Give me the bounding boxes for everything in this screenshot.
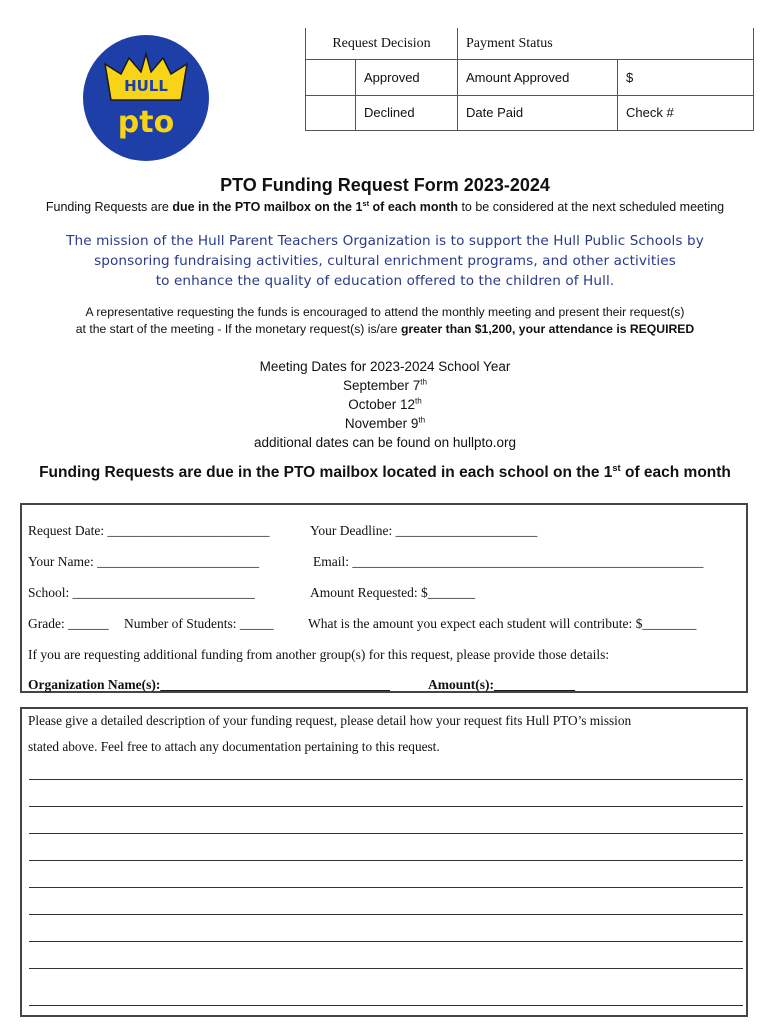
hull-pto-logo [83, 28, 209, 168]
amount-requested-field[interactable]: Amount Requested: $_______ [310, 585, 475, 600]
logo-text-hull: HULL [124, 77, 168, 95]
meeting-date: October 12 [348, 397, 416, 412]
logo-graphic [83, 28, 209, 168]
description-line[interactable] [29, 968, 743, 969]
description-box[interactable] [20, 707, 748, 1017]
additional-funding-note: If you are requesting additional funding from another group(s) for this request, please provide those details: [28, 647, 610, 662]
mission-line: sponsoring fundraising activities, cultural enrichment programs, and other activities [94, 253, 676, 269]
due-banner-sup: st [612, 462, 621, 473]
due-banner-text: Funding Requests are due in the PTO mailbox located in each school on the 1 [39, 464, 613, 481]
declined-label: Declined [356, 95, 458, 131]
mission-line: The mission of the Hull Parent Teachers Organization is to support the Hull Public Schools by [66, 233, 704, 249]
due-line-bold: due in the PTO mailbox on the 1 [172, 200, 363, 214]
due-banner [0, 464, 770, 482]
meeting-date: September 7 [342, 378, 421, 393]
grade-field[interactable]: Grade: ______ [28, 616, 109, 631]
meeting-footer: additional dates can be found on hullpto.org [254, 435, 516, 450]
representative-required: greater than $1,200, your attendance is REQUIRED [400, 322, 695, 336]
due-line-sup: st [362, 198, 370, 208]
description-line[interactable] [29, 941, 743, 942]
declined-checkbox[interactable] [306, 95, 356, 131]
meeting-date-sup: th [415, 396, 422, 406]
amount-approved-label: Amount Approved [458, 60, 618, 96]
date-paid-label: Date Paid [458, 95, 618, 131]
deadline-field[interactable]: Your Deadline: _____________________ [310, 523, 538, 538]
meeting-date-sup: th [418, 415, 426, 425]
description-line[interactable] [29, 779, 743, 780]
request-status-table [305, 28, 754, 131]
representative-line1: A representative requesting the funds is encouraged to attend the monthly meeting and present their request(s) [85, 305, 685, 319]
request-date-field[interactable]: Request Date: ________________________ [28, 523, 270, 538]
description-line[interactable] [29, 1005, 743, 1006]
description-line[interactable] [29, 914, 743, 915]
due-banner-after: of each month [620, 464, 731, 481]
meeting-date-sup: th [420, 377, 428, 387]
due-line-bold2: of each month [369, 200, 458, 214]
approved-checkbox[interactable] [306, 60, 356, 96]
due-line [0, 200, 770, 214]
representative-line2: at the start of the meeting - If the monetary request(s) is/are [75, 322, 401, 336]
check-number-label[interactable]: Check # [618, 95, 754, 131]
mission-line: to enhance the quality of education offered to the children of Hull. [155, 273, 615, 289]
students-field[interactable]: Number of Students: _____ [124, 616, 274, 631]
name-field[interactable]: Your Name: ________________________ [28, 554, 260, 569]
representative-note [0, 304, 770, 338]
organization-names-field[interactable]: Organization Name(s):__________________________________ [28, 677, 390, 692]
meeting-date: November 9 [344, 416, 419, 431]
page-title: PTO Funding Request Form 2023-2024 [220, 175, 550, 195]
school-field[interactable]: School: ___________________________ [28, 585, 255, 600]
description-line[interactable] [29, 806, 743, 807]
description-line[interactable] [29, 887, 743, 888]
amounts-field[interactable]: Amount(s):____________ [428, 677, 575, 692]
due-line-after: to be considered at the next scheduled meeting [457, 200, 725, 214]
mission-statement [0, 231, 770, 291]
meeting-dates [0, 357, 770, 452]
meeting-header: Meeting Dates for 2023-2024 School Year [259, 359, 511, 374]
description-prompt-line2: stated above. Feel free to attach any documentation pertaining to this request. [28, 739, 440, 754]
request-form [20, 503, 748, 693]
due-line-text: Funding Requests are [45, 200, 173, 214]
description-prompt-line1: Please give a detailed description of your funding request, please detail how your request fits Hull PTO’s mission [28, 713, 632, 728]
approved-label: Approved [356, 60, 458, 96]
amount-approved-value[interactable]: $ [618, 60, 754, 96]
payment-status-header: Payment Status [458, 28, 754, 60]
request-decision-header: Request Decision [306, 28, 458, 60]
logo-text-pto: pto [117, 105, 175, 140]
email-field[interactable]: Email: ____________________________________________________ [313, 554, 704, 569]
description-line[interactable] [29, 860, 743, 861]
description-line[interactable] [29, 833, 743, 834]
contribution-field[interactable]: What is the amount you expect each student will contribute: $________ [308, 616, 697, 631]
